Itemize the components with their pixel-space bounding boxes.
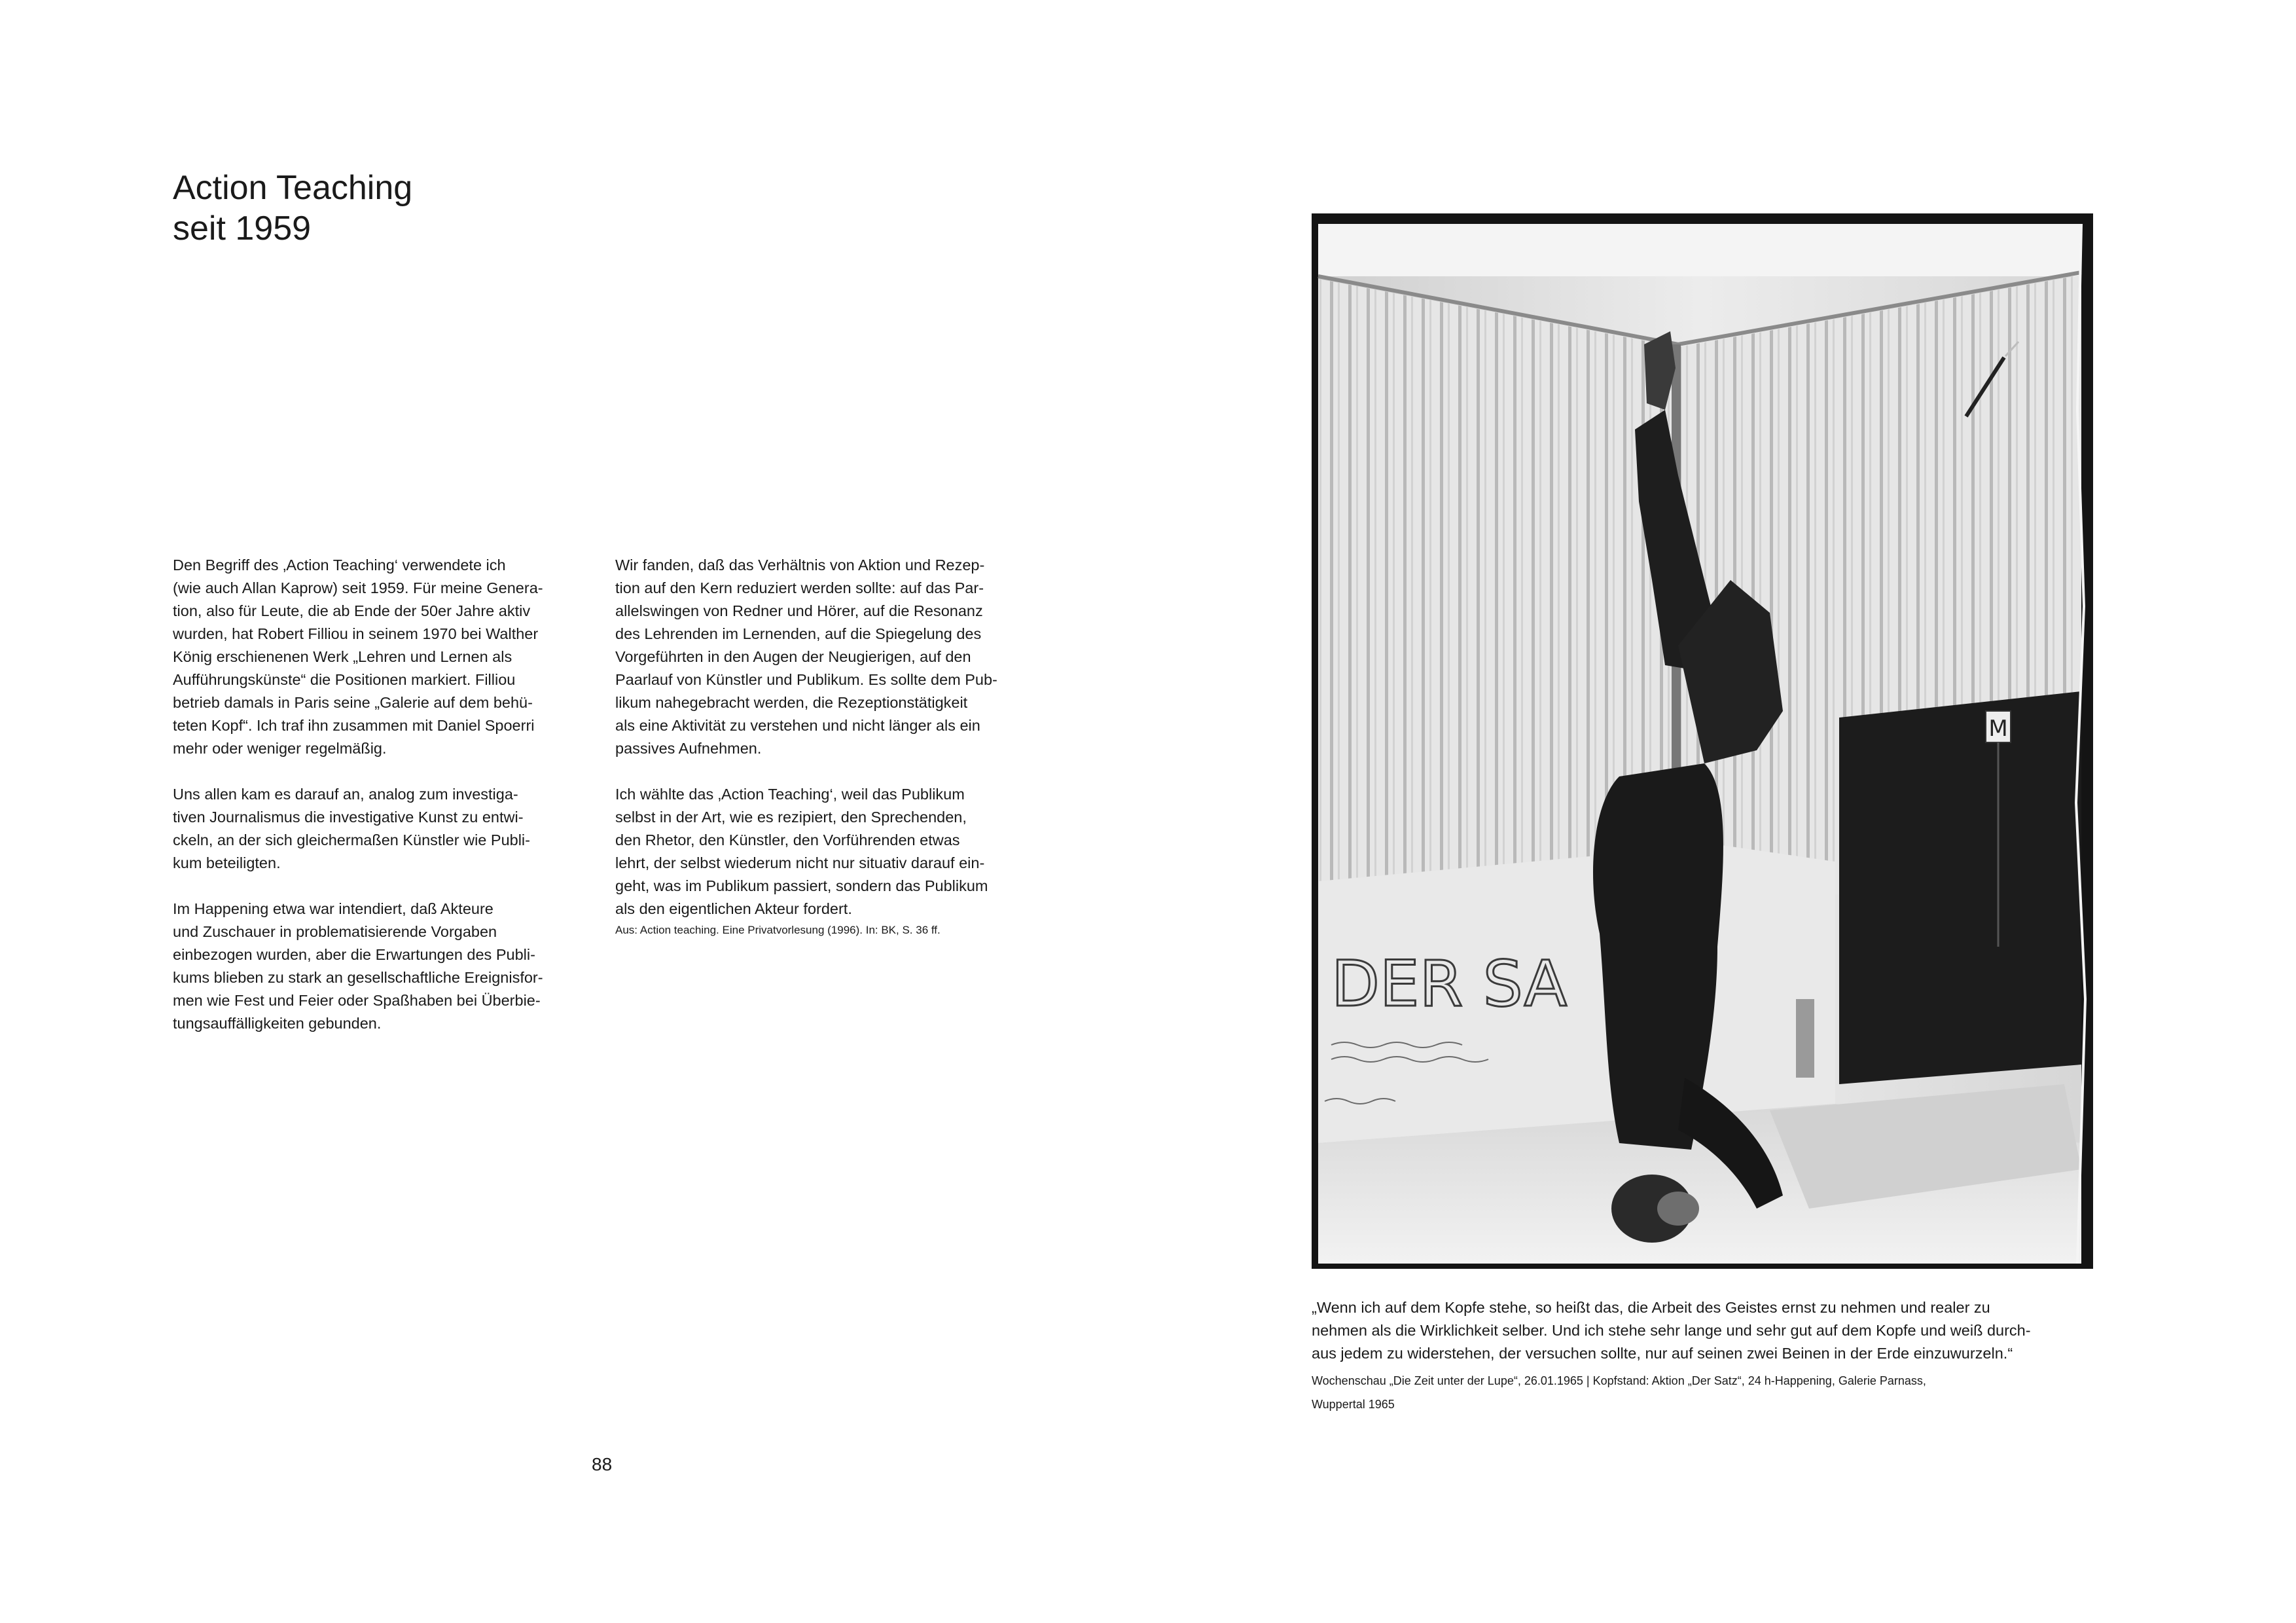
title-line-2: seit 1959 [173,210,312,247]
page-number: 88 [592,1454,613,1474]
paragraph: Im Happening etwa war intendiert, daß Akteure und Zuschauer in problematisierende Vorgaben einbezogen wurden, aber die Erwartungen des Publi- kums blieben zu stark an gesellschaftliche Ereignisfor- men wie Fest und Feier oder Spaßhaben bei Überbie- tungsauffälligkeiten gebunden. [173,900,543,1032]
title-line-1: Action Teaching [173,169,413,207]
board-writing: DER SA [1331,947,1568,1021]
text-column-right [615,554,1028,940]
paragraph: Wir fanden, daß das Verhältnis von Aktion und Rezep- tion auf den Kern reduziert werden sollte: auf das Par- allelswingen von Redner und Hörer, auf die Resonanz des Lehrenden im Lernenden, auf die Spiegelung des Vorgeführten in den Augen der Neugierigen, auf den Paarlauf von Künstler und Publikum. Es sollte dem Pub- likum nahegebracht werden, die Rezeptionstätigkeit als eine Aktivität zu verstehen und nicht länger als ein passives Aufnehmen. [615,556,997,757]
caption-quote: „Wenn ich auf dem Kopfe stehe, so heißt das, die Arbeit des Geistes ernst zu nehmen und realer zu nehmen als die Wirklichkeit selber. Und ich stehe sehr lange und sehr gut auf dem Kopfe und weiß durch- aus jedem zu widerstehen, der versuchen sollte, nur auf seinen zwei Beinen in der Erde einzuwurzeln.“ [1312,1299,2031,1362]
source-note: Aus: Action teaching. Eine Privatvorlesung (1996). In: BK, S. 36 ff. [615,924,941,936]
photo-caption [1312,1296,2176,1416]
text-column-left [173,554,585,1035]
caption-credit: Wochenschau „Die Zeit unter der Lupe“, 26.01.1965 | Kopfstand: Aktion „Der Satz“, 24 h-Happening, Galerie Parnass, Wuppertal 1965 [1312,1374,1926,1411]
headstand-photograph [1312,213,2093,1269]
page-title [173,168,631,249]
paragraph: Den Begriff des ‚Action Teaching‘ verwendete ich (wie auch Allan Kaprow) seit 1959. Für meine Genera- tion, also für Leute, die ab Ende der 50er Jahre aktiv wurden, hat Robert Filliou in seinem 1970 bei Walther König erschienenen Werk „Lehren und Lernen als Aufführungskünste“ die Positionen markiert. Filliou betrieb damals in Paris seine „Galerie auf dem behü- teten Kopf“. Ich traf ihn zusammen mit Daniel Spoerri mehr oder weniger regelmäßig. [173,556,543,757]
paragraph: Uns allen kam es darauf an, analog zum investiga- tiven Journalismus die investigative Kunst zu entwi- ckeln, an der sich gleichermaßen Künstler wie Publi- kum beteiligten. [173,786,530,871]
paragraph: Ich wählte das ‚Action Teaching‘, weil das Publikum selbst in der Art, wie es rezipiert, den Sprechenden, den Rhetor, den Künstler, den Vorführenden etwas lehrt, der selbst wiederum nicht nur situativ darauf ein- geht, was im Publikum passiert, sondern das Publikum als den eigentlichen Akteur fordert. [615,786,988,917]
sign-letter: M [1988,716,2008,742]
